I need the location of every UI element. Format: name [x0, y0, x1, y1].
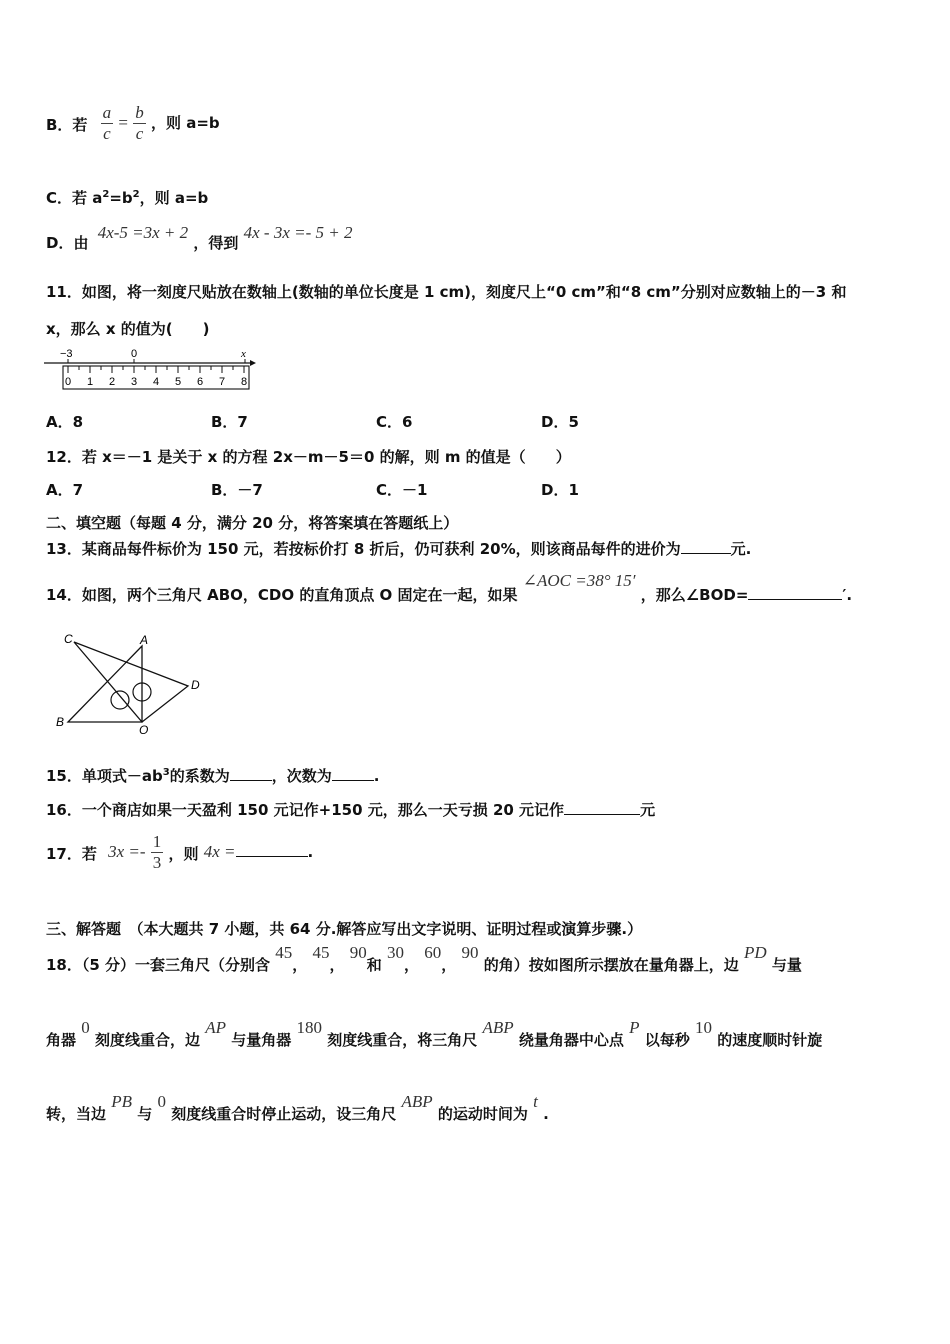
q18-text: 18．（5 分）一套三角尺（分别含 [46, 956, 271, 974]
ruler-tick-label: 7 [219, 376, 226, 388]
q18-text: 与 [137, 1105, 153, 1123]
degree-value: 180 [296, 1018, 322, 1037]
separator: ， [292, 956, 308, 974]
q18-text: 与量 [771, 956, 802, 974]
q12-text: 12．若 x＝－1 是关于 x 的方程 2x－m－5＝0 的解，则 m 的值是（ ） [46, 448, 571, 466]
q12-option-c: C．－1 [376, 481, 428, 499]
answer-blank [564, 800, 640, 815]
q14-mid: ，那么∠BOD= [640, 586, 749, 604]
ruler-tick-label: 4 [153, 376, 160, 388]
q14-figure-triangles [54, 630, 204, 738]
variable-t: t [533, 1092, 538, 1111]
label-a: A [140, 633, 149, 647]
q13-text: 13．某商品每件标价为 150 元，若按标价打 8 折后，仍可获利 20%，则该商品每件的进价为 [46, 540, 681, 558]
q11-option-a: A．8 [46, 413, 84, 431]
option-b [46, 103, 220, 144]
answer-blank-degree [332, 766, 374, 781]
exponent: 2 [132, 189, 140, 200]
equation-4x: 4x = [203, 842, 236, 861]
q15 [46, 765, 379, 786]
q14-tail: ′. [842, 586, 853, 604]
fraction-denominator: 3 [152, 853, 162, 872]
angle-value: 60 [424, 943, 442, 962]
triangle-abp: ABP [401, 1092, 433, 1111]
q18-text: . [543, 1105, 549, 1123]
label-o: O [139, 723, 149, 737]
separator: ， [441, 956, 457, 974]
fraction-numerator: 1 [152, 832, 162, 851]
option-c-tail: ，则 a=b [139, 189, 209, 207]
q18-text: 的速度顺时针旋 [717, 1031, 823, 1049]
degree-value: 0 [157, 1092, 167, 1111]
q17 [46, 832, 313, 873]
q18-text: 刻度线重合，将三角尺 [327, 1031, 478, 1049]
equation-result: 4x - 3x =- 5 + 2 [243, 223, 353, 242]
option-b-tail: ，则 a=b [150, 114, 220, 132]
q14-text: 14．如图，两个三角尺 ABO，CDO 的直角顶点 O 固定在一起，如果 [46, 586, 518, 604]
exponent: 3 [162, 767, 170, 778]
separator: 和 [366, 956, 382, 974]
triangle-cdo [74, 642, 188, 722]
equation-given: 4x-5 =3x + 2 [97, 223, 189, 242]
q15-tail: . [373, 767, 380, 785]
q11-figure-ruler [44, 346, 256, 394]
q11-line2: x，那么 x 的值为( ) [46, 320, 210, 338]
separator: ， [329, 956, 345, 974]
ruler-tick-label: 0 [65, 376, 72, 388]
q17-label: 17．若 [46, 845, 97, 863]
ruler-tick-label: 2 [109, 376, 116, 388]
exponent: 2 [102, 189, 110, 200]
triangle-abo [68, 646, 142, 722]
ruler-tick-label: 3 [131, 376, 138, 388]
option-d-mid: ，得到 [193, 234, 239, 252]
answer-blank [681, 539, 731, 554]
q12-option-d: D．1 [541, 481, 579, 499]
q18-text: 角器 [46, 1031, 77, 1049]
q11-option-d: D．5 [541, 413, 579, 431]
axis-label-0: 0 [131, 348, 138, 360]
answer-blank [748, 585, 842, 600]
fraction-a-over-c [101, 103, 114, 144]
q18-text: 刻度线重合，边 [94, 1031, 200, 1049]
q11-option-b: B．7 [211, 413, 248, 431]
ruler-tick-label: 8 [241, 376, 248, 388]
angle-value: 45 [312, 943, 330, 962]
segment-ap: AP [205, 1018, 227, 1037]
q12-option-b: B．－7 [211, 481, 263, 499]
equals-sign: = [118, 113, 128, 132]
angle-value: 90 [461, 943, 479, 962]
angle-value: 30 [387, 943, 405, 962]
q17-tail: . [307, 843, 314, 861]
option-d-label: D．由 [46, 234, 89, 252]
speed-value: 10 [695, 1018, 712, 1037]
label-d: D [191, 678, 200, 692]
right-angle-mark-2 [111, 691, 129, 709]
angle-aoc-equation: ∠AOC =38° 15′ [522, 571, 636, 590]
option-c-mid: =b [109, 189, 133, 207]
ruler-tick-label: 6 [197, 376, 204, 388]
q13-tail: 元. [730, 540, 752, 558]
q14 [46, 570, 853, 604]
q18-line1 [46, 942, 802, 974]
label-b: B [56, 715, 65, 729]
q12-option-a: A．7 [46, 481, 84, 499]
axis-label-neg3: −3 [60, 348, 73, 360]
q11-option-c: C．6 [376, 413, 413, 431]
option-c-label: C．若 a [46, 189, 103, 207]
ruler-tick-label: 1 [87, 376, 94, 388]
q18-text: 以每秒 [644, 1031, 690, 1049]
fraction-denominator: c [135, 124, 144, 143]
fraction-b-over-c [133, 103, 146, 144]
answer-blank [236, 842, 308, 857]
section-3-heading: 三、解答题 （本大题共 7 小题，共 64 分.解答应写出文字说明、证明过程或演算步骤.） [46, 920, 643, 938]
axis-label-x: x [241, 348, 246, 360]
segment-pb: PB [111, 1092, 133, 1111]
q18-line3 [46, 1091, 549, 1123]
section-2-heading: 二、填空题（每题 4 分，满分 20 分，将答案填在答题纸上） [46, 514, 459, 532]
option-b-label: B．若 [46, 116, 88, 134]
q16 [46, 799, 655, 820]
axis-arrow [250, 360, 256, 366]
equation-left: 3x =- [108, 842, 146, 861]
angle-value: 90 [349, 943, 367, 962]
q18-text: 的运动时间为 [437, 1105, 528, 1123]
segment-pd: PD [744, 943, 767, 962]
q17-mid: ，则 [168, 845, 199, 863]
answer-blank-coefficient [230, 766, 272, 781]
q15-mid2: ，次数为 [271, 767, 332, 785]
q15-text: 15．单项式－ab [46, 767, 163, 785]
separator: ， [404, 956, 420, 974]
option-d [46, 222, 353, 252]
q18-text: 刻度线重合时停止运动，设三角尺 [171, 1105, 397, 1123]
label-c: C [64, 632, 73, 646]
degree-value: 0 [81, 1018, 90, 1037]
q18-text: 转，当边 [46, 1105, 107, 1123]
triangle-abp: ABP [482, 1018, 514, 1037]
option-c [46, 187, 208, 208]
q16-text: 16．一个商店如果一天盈利 150 元记作+150 元，那么一天亏损 20 元记作 [46, 801, 565, 819]
q18-text: 的角）按如图所示摆放在量角器上，边 [483, 956, 739, 974]
q16-tail: 元 [640, 801, 656, 819]
q11-line1: 11．如图，将一刻度尺贴放在数轴上(数轴的单位长度是 1 cm)，刻度尺上“0 cm”和“8 cm”分别对应数轴上的－3 和 [46, 283, 847, 301]
fraction-numerator: b [135, 103, 144, 122]
fraction-one-third [151, 832, 164, 873]
q18-line2 [46, 1017, 823, 1049]
q18-text: 绕量角器中心点 [518, 1031, 624, 1049]
q13 [46, 538, 751, 559]
q15-mid: 的系数为 [169, 767, 230, 785]
q18-text: 与量角器 [231, 1031, 292, 1049]
fraction-denominator: c [103, 124, 111, 143]
point-p: P [629, 1018, 640, 1037]
ruler-tick-label: 5 [175, 376, 182, 388]
fraction-numerator: a [102, 103, 112, 122]
angle-value: 45 [275, 943, 293, 962]
